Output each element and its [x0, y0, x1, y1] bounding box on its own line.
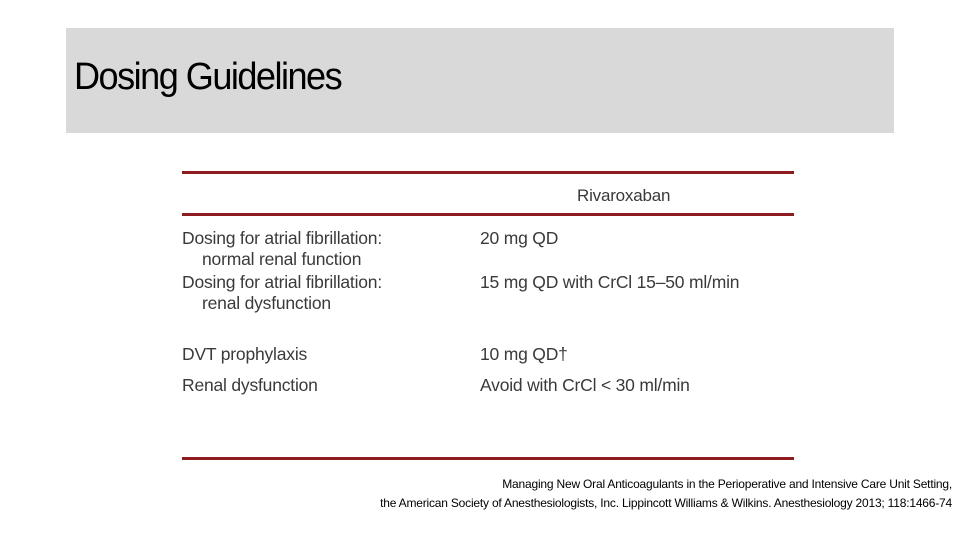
citation-line-2: the American Society of Anesthesiologists, Inc. Lippincott Williams & Wilkins. Anesthesiology 2013; 118:1466-74 — [380, 496, 952, 510]
row-label: Dosing for atrial fibrillation: — [182, 272, 382, 292]
row-label: Renal dysfunction — [182, 375, 318, 395]
row-label: Dosing for atrial fibrillation: — [182, 228, 382, 248]
row-label-cont: renal dysfunction — [202, 293, 331, 313]
table-bottom-rule — [182, 457, 794, 460]
slide-title: Dosing Guidelines — [74, 56, 342, 98]
row-value: 15 mg QD with CrCl 15–50 ml/min — [480, 272, 740, 292]
table-header-rule — [182, 213, 794, 216]
column-header: Rivaroxaban — [577, 186, 671, 205]
row-value: 10 mg QD† — [480, 344, 568, 364]
citation-line-1: Managing New Oral Anticoagulants in the Perioperative and Intensive Care Unit Setting, — [502, 477, 952, 491]
table-top-rule — [182, 171, 794, 174]
row-label-cont: normal renal function — [202, 249, 362, 269]
row-label: DVT prophylaxis — [182, 344, 308, 364]
row-value: Avoid with CrCl < 30 ml/min — [480, 375, 690, 395]
row-value: 20 mg QD — [480, 228, 559, 248]
